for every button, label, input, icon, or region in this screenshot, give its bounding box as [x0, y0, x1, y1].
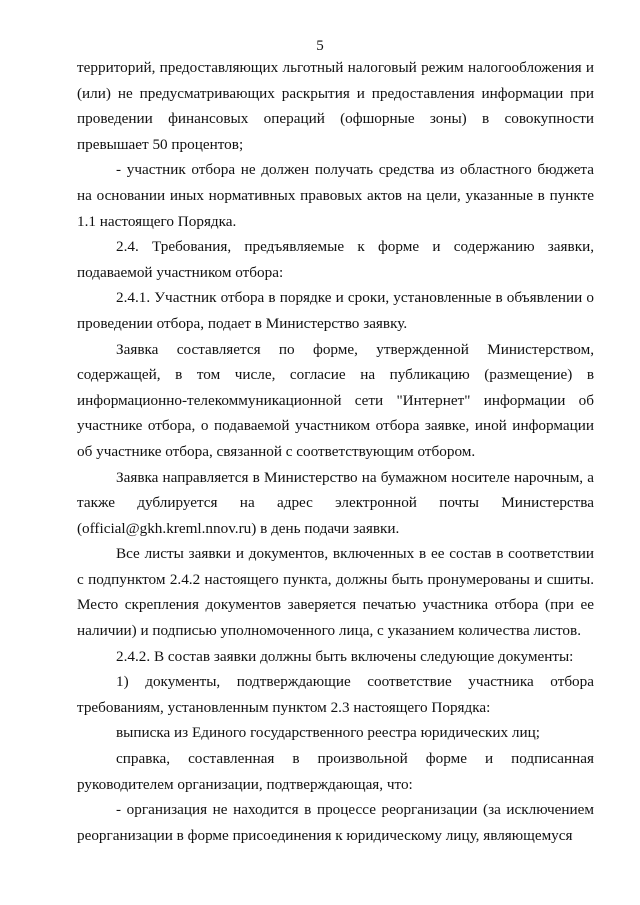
paragraph: территорий, предоставляющих льготный налоговый режим налогообложения и (или) не предусматривающих раскрытия и предоставления информации при проведении финансовых операций (офшорные зоны) в совокупности превышает 50 процентов; — [77, 59, 594, 153]
paragraph: справка, составленная в произвольной форме и подписанная руководителем организации, подтверждающая, что: — [77, 750, 594, 793]
paragraph: Заявка направляется в Министерство на бумажном носителе нарочным, а также дублируется на адрес электронной почты Министерства (official@gkh.kreml.nnov.ru) в день подачи заявки. — [77, 468, 594, 537]
paragraph: Все листы заявки и документов, включенных в ее состав в соответствии с подпунктом 2.4.2 настоящего пункта, должны быть пронумерованы и сшиты. Место скрепления документов заверяется печатью участника отбора (при ее наличии) и подписью уполномоченного лица, с указанием количества листов. — [77, 545, 594, 640]
paragraph: 2.4.1. Участник отбора в порядке и сроки, установленные в объявлении о проведении отбора, подает в Министерство заявку. — [77, 289, 594, 332]
page-number: 5 — [316, 38, 324, 54]
paragraph: 2.4. Требования, предъявляемые к форме и содержанию заявки, подаваемой участником отбора: — [77, 238, 594, 281]
paragraph: - организация не находится в процессе реорганизации (за исключением реорганизации в форме присоединения к юридическому лицу, являющемуся — [77, 801, 594, 844]
paragraph: 1) документы, подтверждающие соответствие участника отбора требованиям, установленным пунктом 2.3 настоящего Порядка: — [77, 673, 594, 716]
paragraph: выписка из Единого государственного реестра юридических лиц; — [116, 724, 540, 742]
paragraph: Заявка составляется по форме, утвержденной Министерством, содержащей, в том числе, согласие на публикацию (размещение) в информационно-телекоммуникационной сети "Интернет" информации об участнике отбора, о подаваемой участником отбора заявке, иной информации об участнике отбора, связанной с соответствующим отбором. — [77, 340, 594, 460]
document-body — [77, 55, 594, 848]
paragraph: 2.4.2. В состав заявки должны быть включены следующие документы: — [116, 647, 574, 665]
paragraph: - участник отбора не должен получать средства из областного бюджета на основании иных нормативных правовых актов на цели, указанные в пункте 1.1 настоящего Порядка. — [77, 161, 594, 230]
